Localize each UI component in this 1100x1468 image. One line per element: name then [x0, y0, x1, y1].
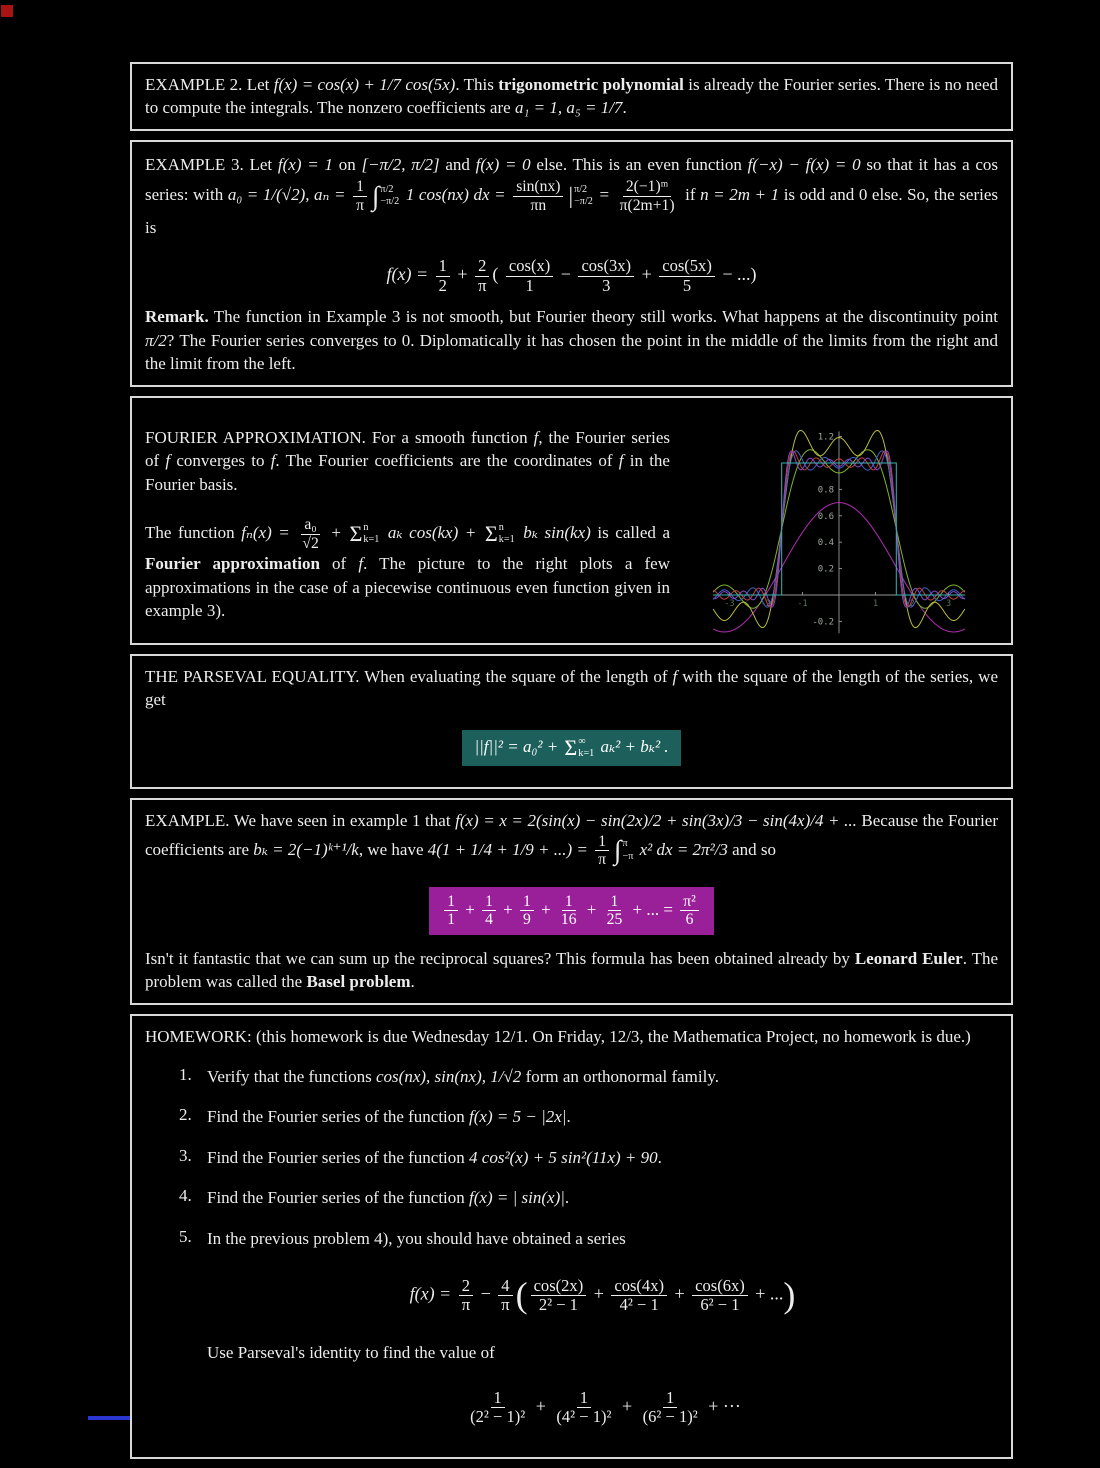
svg-text:0.2: 0.2	[817, 564, 834, 575]
homework-item-5-text: In the previous problem 4), you should have obtained a series	[207, 1228, 626, 1248]
example2-text: EXAMPLE 2. Let f(x) = cos(x) + 1/7 cos(5x). This trigonometric polynomial is already the Fourier series. There is no need to compute the integrals. The nonzero coefficients are a₁ = 1, a₅ = 1/7.	[145, 75, 998, 118]
homework-intro: HOMEWORK: (this homework is due Wednesday 12/1. On Friday, 12/3, the Mathematica Project, no homework is due.)	[145, 1026, 971, 1046]
hw5-followup-text: Use Parseval's identity to find the value of	[207, 1343, 495, 1363]
parseval-formula-line	[145, 730, 998, 766]
homework-item-2	[179, 1105, 998, 1128]
homework-item-3-text: Find the Fourier series of the function 4 cos²(x) + 5 sin²(11x) + 90.	[207, 1147, 662, 1167]
homework-item-1-number: 1.	[179, 1065, 192, 1085]
svg-text:1.2: 1.2	[817, 432, 834, 443]
fourier-approximation-box	[130, 396, 1013, 645]
hw5-parseval-sum-formula: $\frac{1}{\text{(2² − 1)²}}$ + $\frac{1}{\text{(4² − 1)²}}$ + $\frac{1}{\text{(6² − 1)²}}$ + ···	[470, 1387, 741, 1427]
red-corner-mark	[1, 5, 13, 17]
example3-text: EXAMPLE 3. Let f(x) = 1 on [−π/2, π/2] and f(x) = 0 else. This is an even function f(−x) − f(x) = 0 so that it has a cos series: with a₀ = 1/(√2), aₙ = $\frac{1}{\pi}$ ∫ π/2 −π/2 1 cos(nx) dx = $\frac{\sin(nx)}{\pi n}$ | π/2 −π/2 = $\frac{\text{2(−1)ᵐ}}{\pi(2m+1)}$ if n = 2m + 1 is odd and 0 else. So, the series is	[145, 154, 999, 238]
fourier-approximation-p1: FOURIER APPROXIMATION. For a smooth function f, the Fourier series of f converges to f. The Fourier coefficients are the coordinates of f in the Fourier basis.	[145, 427, 670, 494]
homework-item-5-number: 5.	[179, 1226, 192, 1246]
basel-p2: Isn't it fantastic that we can sum up the reciprocal squares? This formula has been obtained already by Leonard Euler. The problem was called the Basel problem.	[145, 948, 999, 992]
fourier-approximation-p2: The function fₙ(x) = $\frac{\text{a₀}}{√2}$ + Σ n k=1 aₖ cos(kx) + Σ n k=1 bₖ sin(kx) is called a Fourier approximation of f. The picture to the right plots a few approximations in the case of a piecewise continuous even function given in example 3).	[145, 516, 671, 621]
homework-item-4-text: Find the Fourier series of the function f(x) = | sin(x)|.	[207, 1188, 570, 1208]
svg-text:1: 1	[872, 598, 879, 609]
svg-text:-2: -2	[760, 598, 772, 609]
homework-item-2-text: Find the Fourier series of the function f(x) = 5 − |2x|.	[207, 1107, 571, 1127]
homework-item-1-text: Verify that the functions cos(nx), sin(nx), 1/√2 form an orthonormal family.	[207, 1067, 719, 1087]
svg-text:0.4: 0.4	[817, 537, 834, 548]
homework-item-2-number: 2.	[179, 1105, 192, 1125]
homework-box	[130, 1014, 1013, 1459]
svg-text:2: 2	[909, 598, 915, 609]
fourier-series-formula: f(x) = $\frac{1}{2}$ + $\frac{2}{\pi}$ ( $\frac{\cos(x)}{1}$ − $\frac{\cos(3x)}{3}$ + $\frac{\cos(5x)}{5}$ − ...)	[386, 256, 757, 295]
parseval-formula: ||f||² = a₀² + Σ ∞ k=1 aₖ² + bₖ² .	[462, 730, 680, 766]
example3-box	[130, 140, 1013, 387]
homework-item-5	[179, 1227, 998, 1433]
svg-text:3: 3	[945, 598, 952, 609]
basel-example-box	[130, 798, 1013, 1004]
parseval-text: THE PARSEVAL EQUALITY. When evaluating the square of the length of f with the square of the length of the series, we get	[145, 666, 998, 710]
homework-item-3	[179, 1146, 998, 1169]
fourier-approx-plot-svg	[676, 398, 998, 638]
hw5-series-formula: f(x) = $\frac{2}{\pi}$ − $\frac{4}{\pi}$ ( $\frac{\cos(2x)}{\text{2² − 1}}$ + $\frac{\cos(4x)}{\text{4² − 1}}$ + $\frac{\cos(6x)}{\text{6² − 1}}$ + ...)	[409, 1275, 796, 1316]
homework-item-3-number: 3.	[179, 1145, 192, 1165]
homework-item-4	[179, 1186, 998, 1209]
fourier-approximation-text	[145, 398, 670, 643]
homework-item-4-number: 4.	[179, 1186, 192, 1206]
svg-text:-0.2: -0.2	[812, 617, 834, 628]
basel-formula-line	[145, 887, 998, 935]
basel-p1: EXAMPLE. We have seen in example 1 that f(x) = x = 2(sin(x) − sin(2x)/2 + sin(3x)/3 − sin(4x)/4 + ... Because the Fourier coefficients are bₖ = 2(−1)ᵏ⁺¹/k, we have 4(1 + 1/4 + 1/9 + ...) = $\frac{1}{\pi}$ ∫ π −π x² dx = 2π²/3 and so	[145, 811, 999, 869]
fourier-approx-plot	[676, 398, 998, 643]
document-page	[130, 62, 1013, 1468]
svg-text:-1: -1	[797, 598, 808, 609]
svg-text:0.6: 0.6	[817, 511, 834, 522]
example2-box	[130, 62, 1013, 131]
basel-sum-formula: $\frac{1}{1}$ + $\frac{1}{4}$ + $\frac{1}{9}$ + $\frac{1}{16}$ + $\frac{1}{25}$ + ... = $\frac{\text{π²}}{6}$	[429, 887, 714, 935]
svg-text:0.8: 0.8	[817, 485, 834, 496]
remark-text: Remark. The function in Example 3 is not smooth, but Fourier theory still works. What happens at the discontinuity point π/2? The Fourier series converges to 0. Diplomatically it has chosen the point in the middle of the limits from the right and the limit from the left.	[145, 307, 998, 374]
parseval-box	[130, 654, 1013, 789]
homework-item-1	[179, 1065, 998, 1088]
svg-text:-3: -3	[724, 598, 735, 609]
